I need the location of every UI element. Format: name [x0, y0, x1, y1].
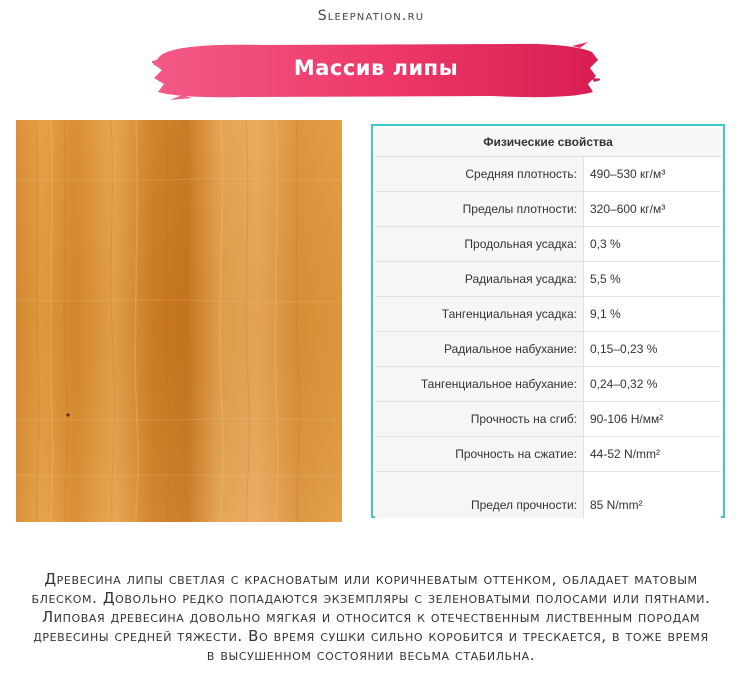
- property-value: 490–530 кг/м³: [584, 157, 722, 192]
- property-label: Предел прочности:: [375, 472, 584, 519]
- table-row: [375, 367, 721, 402]
- property-label: Радиальное набухание:: [375, 332, 584, 367]
- site-name: Sleepnation.ru: [317, 8, 425, 24]
- linden-wood-texture-image: [16, 120, 342, 522]
- property-value: 90-106 Н/мм²: [584, 402, 722, 437]
- table-row: [375, 437, 721, 472]
- property-label: Продольная усадка:: [375, 227, 584, 262]
- table-header-row: [375, 128, 721, 157]
- property-label: Пределы плотности:: [375, 192, 584, 227]
- table-row: [375, 402, 721, 437]
- property-label: Прочность на сгиб:: [375, 402, 584, 437]
- property-value: 44-52 N/mm²: [584, 437, 722, 472]
- table-row: [375, 472, 721, 519]
- property-value: 0,15–0,23 %: [584, 332, 722, 367]
- table-row: [375, 227, 721, 262]
- table-header: Физические свойства: [375, 128, 721, 157]
- property-label: Радиальная усадка:: [375, 262, 584, 297]
- table-row: [375, 157, 721, 192]
- property-label: Средняя плотность:: [375, 157, 584, 192]
- title-banner: [152, 38, 600, 102]
- physical-properties-panel: [371, 124, 725, 518]
- wood-texture-icon: [16, 120, 342, 522]
- property-value: 5,5 %: [584, 262, 722, 297]
- physical-properties-table: [375, 128, 721, 518]
- property-value: 85 N/mm²: [584, 472, 722, 519]
- property-value: 320–600 кг/м³: [584, 192, 722, 227]
- table-row: [375, 192, 721, 227]
- property-label: Прочность на сжатие:: [375, 437, 584, 472]
- page-title: Массив липы: [293, 56, 459, 80]
- description-text: Древесина липы светлая с красноватым или коричневатым оттенком, обладает матовым блеском. Довольно редко попадаются экземпляры с зеленоватыми полосами или пятнами. Липовая древесина довольно мягкая и относится к отечественным лиственным породам древесины средней тяжести. Во время сушки сильно коробится и трескается, в тоже время в высушенном состоянии весьма стабильна.: [31, 570, 711, 664]
- property-label: Тангенциальное набухание:: [375, 367, 584, 402]
- property-value: 0,3 %: [584, 227, 722, 262]
- property-label: Тангенциальная усадка:: [375, 297, 584, 332]
- property-value: 9,1 %: [584, 297, 722, 332]
- table-row: [375, 297, 721, 332]
- property-value: 0,24–0,32 %: [584, 367, 722, 402]
- table-row: [375, 332, 721, 367]
- table-row: [375, 262, 721, 297]
